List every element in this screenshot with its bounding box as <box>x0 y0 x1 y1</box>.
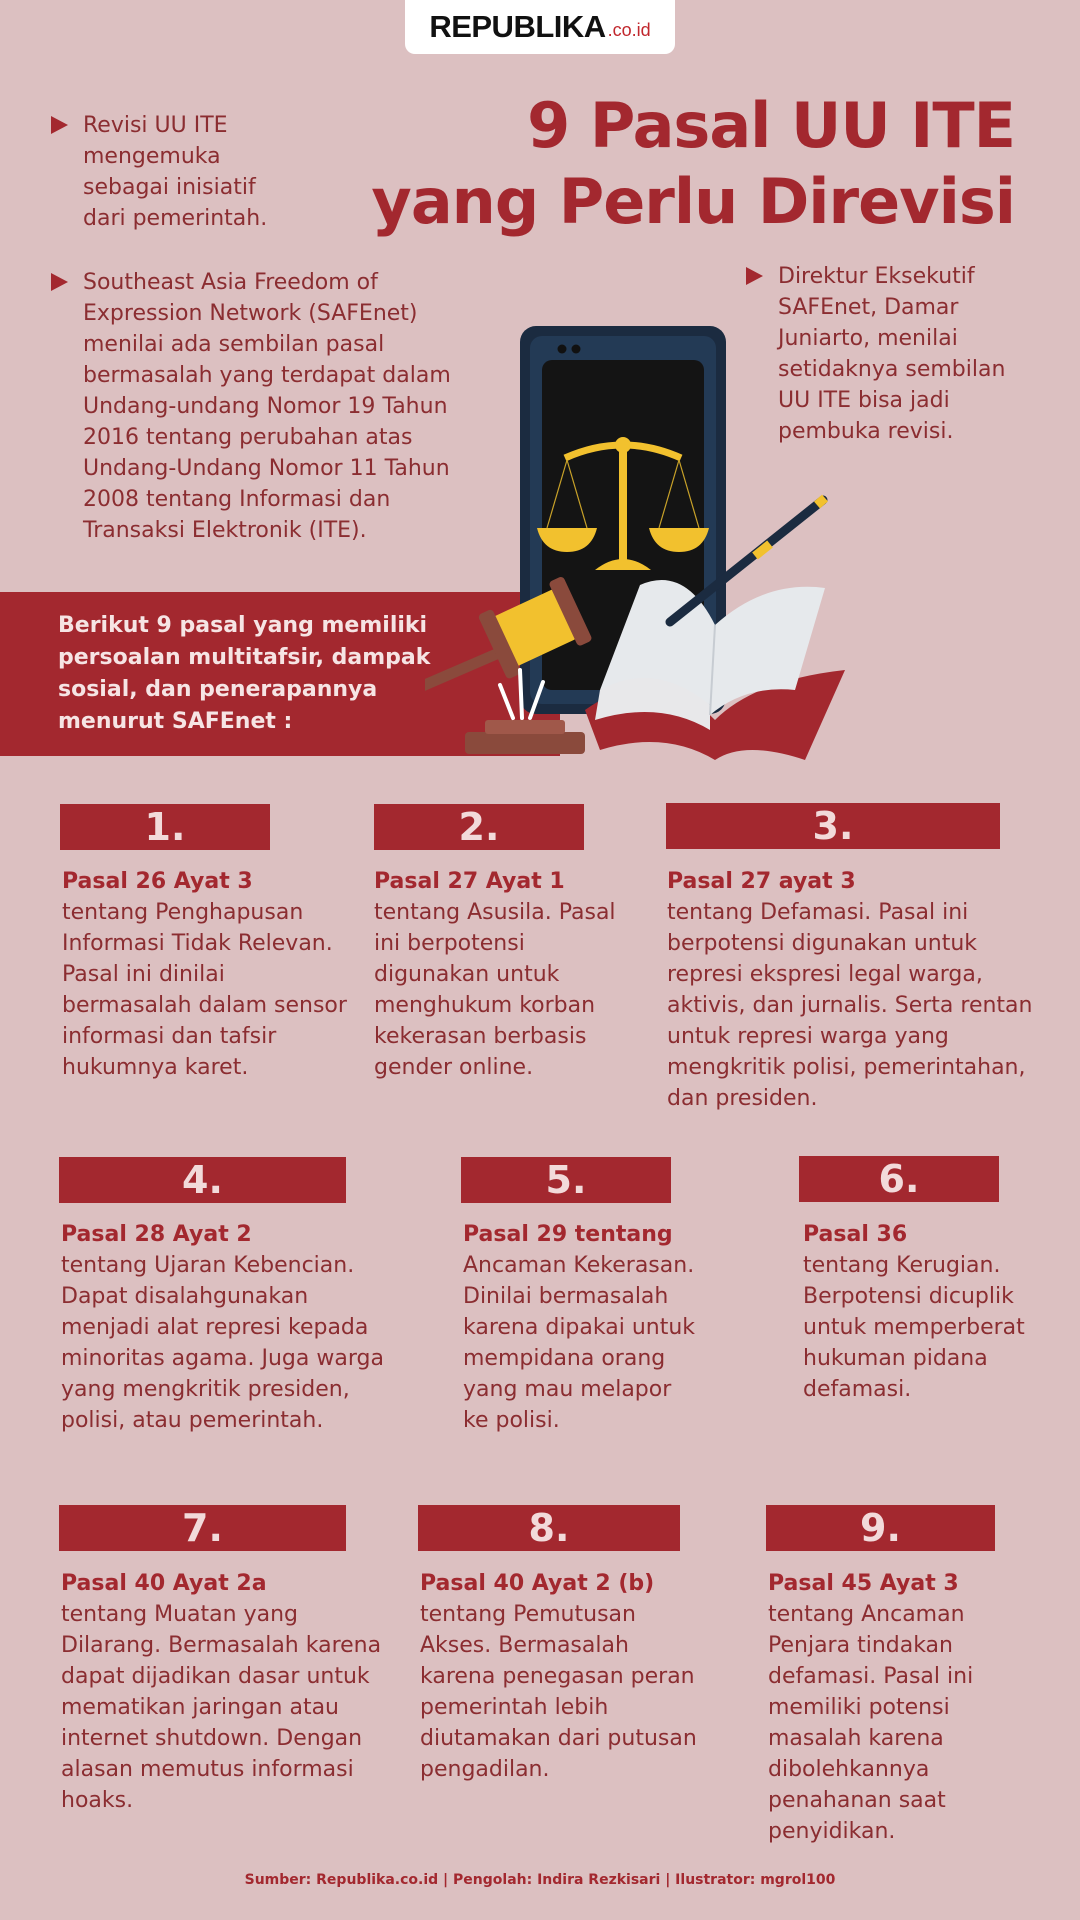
item-6-body: tentang Kerugian. Berpotensi dicuplik untuk memperberat hukuman pidana defamasi. <box>803 1253 1025 1402</box>
item-5-title: Pasal 29 tentang <box>463 1222 673 1247</box>
item-4 <box>61 1219 401 1436</box>
item-3 <box>667 866 1042 1114</box>
triangle-bullet-icon <box>51 273 68 291</box>
item-9-title: Pasal 45 Ayat 3 <box>768 1571 959 1596</box>
item-1 <box>62 866 357 1083</box>
item-9 <box>768 1568 1013 1847</box>
item-4-title: Pasal 28 Ayat 2 <box>61 1222 252 1247</box>
item-1-title: Pasal 26 Ayat 3 <box>62 869 253 894</box>
item-1-body: tentang Penghapusan Informasi Tidak Relevan. Pasal ini dinilai bermasalah dalam sensor informasi dan tafsir hukumnya karet. <box>62 900 347 1080</box>
item-7 <box>61 1568 396 1816</box>
title-line-2: yang Perlu Direvisi <box>371 165 1015 238</box>
item-5 <box>463 1219 703 1436</box>
item-2-body: tentang Asusila. Pasal ini berpotensi digunakan untuk menghukum korban kekerasan berbasis gender online. <box>374 900 616 1080</box>
item-7-title: Pasal 40 Ayat 2a <box>61 1571 267 1596</box>
item-1-number: 1. <box>60 804 270 850</box>
item-2-title: Pasal 27 Ayat 1 <box>374 869 565 894</box>
intro-bullet-2: Southeast Asia Freedom of Expression Network (SAFEnet) menilai ada sembilan pasal bermasalah yang terdapat dalam Undang-undang Nomor 19 Tahun 2016 tentang perubahan atas Undang-Undang Nomor 11 Tahun 2008 tentang Informasi dan Transaksi Elektronik (ITE). <box>83 267 498 546</box>
triangle-bullet-icon <box>746 267 763 285</box>
item-6 <box>803 1219 1028 1405</box>
item-6-title: Pasal 36 <box>803 1222 908 1247</box>
item-5-body: Ancaman Kekerasan. Dinilai bermasalah karena dipakai untuk mempidana orang yang mau melapor ke polisi. <box>463 1253 696 1433</box>
item-4-body: tentang Ujaran Kebencian. Dapat disalahgunakan menjadi alat represi kepada minoritas agama. Juga warga yang mengkritik presiden, polisi, atau pemerintah. <box>61 1253 384 1433</box>
item-8-title: Pasal 40 Ayat 2 (b) <box>420 1571 655 1596</box>
intro-bullet-1: Revisi UU ITE mengemuka sebagai inisiatif dari pemerintah. <box>83 110 293 234</box>
item-9-number: 9. <box>766 1505 995 1551</box>
source-credit: Sumber: Republika.co.id | Pengolah: Indira Rezkisari | Ilustrator: mgrol100 <box>244 1872 836 1888</box>
item-4-number: 4. <box>59 1157 346 1203</box>
band-text: Berikut 9 pasal yang memiliki persoalan multitafsir, dampak sosial, dan penerapannya menurut SAFEnet : <box>58 613 431 734</box>
intro-bullet-3: Direktur Eksekutif SAFEnet, Damar Juniarto, menilai setidaknya sembilan UU ITE bisa jadi pembuka revisi. <box>778 261 1033 447</box>
item-5-number: 5. <box>461 1157 671 1203</box>
brand-logo <box>405 0 675 54</box>
item-7-number: 7. <box>59 1505 346 1551</box>
triangle-bullet-icon <box>51 116 68 134</box>
item-3-number: 3. <box>666 803 1000 849</box>
item-2-number: 2. <box>374 804 584 850</box>
title-line-1: 9 Pasal UU ITE <box>527 89 1015 162</box>
item-8-number: 8. <box>418 1505 680 1551</box>
item-2 <box>374 866 644 1083</box>
item-8 <box>420 1568 705 1785</box>
item-6-number: 6. <box>799 1156 999 1202</box>
item-3-body: tentang Defamasi. Pasal ini berpotensi digunakan untuk represi ekspresi legal warga, aktivis, dan jurnalis. Serta rentan untuk represi warga yang mengkritik polisi, pemerintahan, dan presiden. <box>667 900 1033 1111</box>
law-illustration <box>425 320 925 770</box>
item-7-body: tentang Muatan yang Dilarang. Bermasalah karena dapat dijadikan dasar untuk mematikan jaringan atau internet shutdown. Dengan alasan memutus informasi hoaks. <box>61 1602 382 1813</box>
brand-name: REPUBLIKA <box>429 9 606 44</box>
item-9-body: tentang Ancaman Penjara tindakan defamasi. Pasal ini memiliki potensi masalah karena dibolehkannya penahanan saat penyidikan. <box>768 1602 974 1844</box>
item-3-title: Pasal 27 ayat 3 <box>667 869 856 894</box>
item-8-body: tentang Pemutusan Akses. Bermasalah karena penegasan peran pemerintah lebih diutamakan dari putusan pengadilan. <box>420 1602 697 1782</box>
brand-suffix: .co.id <box>607 19 651 40</box>
page-title <box>371 88 1015 240</box>
